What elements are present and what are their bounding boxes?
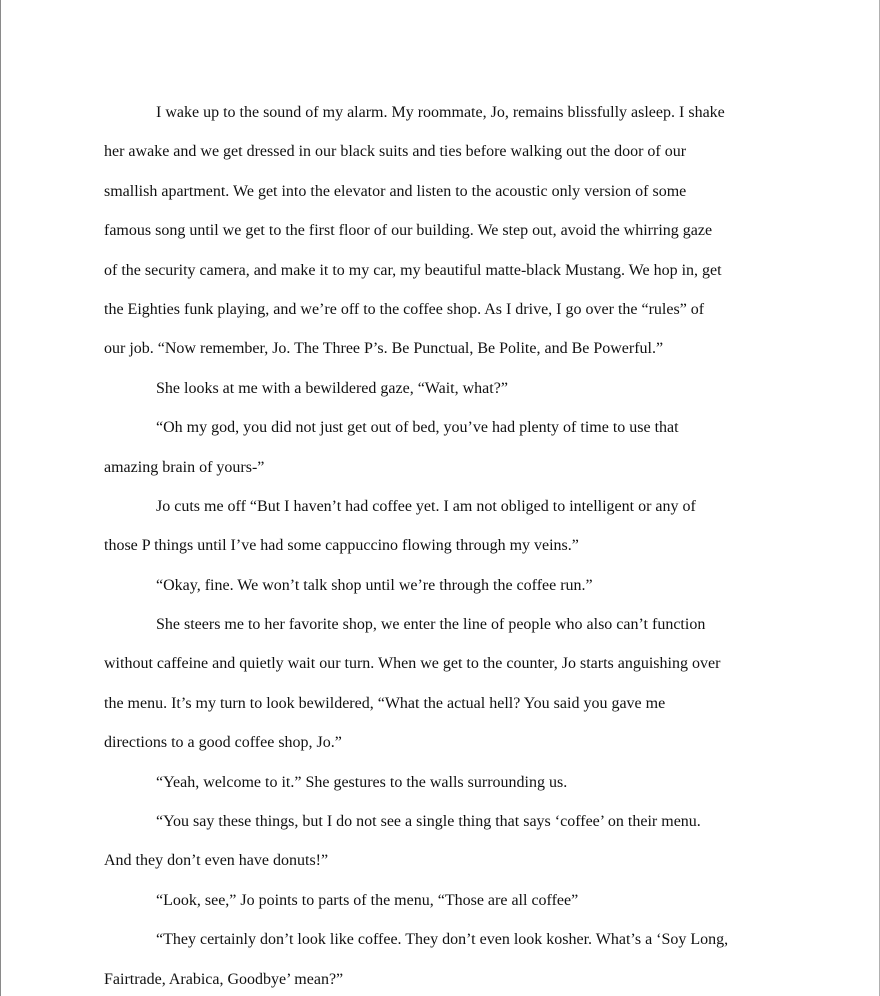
text-line: those P things until I’ve had some cappuccino flowing through my veins.” <box>104 537 579 555</box>
document-body <box>104 93 780 996</box>
paragraph-first-line: She steers me to her favorite shop, we enter the line of people who also can’t function <box>156 616 706 634</box>
paragraph-first-line: “They certainly don’t look like coffee. They don’t even look kosher. What’s a ‘Soy Long, <box>156 931 729 949</box>
paragraph-first-line: Jo cuts me off “But I haven’t had coffee yet. I am not obliged to intelligent or any of <box>156 497 696 515</box>
paragraph-first-line: I wake up to the sound of my alarm. My roommate, Jo, remains blissfully asleep. I shake <box>156 104 725 121</box>
text-line: her awake and we get dressed in our black suits and ties before walking out the door of our <box>104 143 687 161</box>
page-left-edge <box>0 0 1 996</box>
paragraph-first-line: “Oh my god, you did not just get out of bed, you’ve had plenty of time to use that <box>156 419 679 437</box>
text-line: smallish apartment. We get into the elevator and listen to the acoustic only version of some <box>104 182 687 200</box>
paragraph-first-line: She looks at me with a bewildered gaze, “Wait, what?” <box>156 379 508 397</box>
text-line: amazing brain of yours-” <box>104 458 265 476</box>
text-line: famous song until we get to the first floor of our building. We step out, avoid the whirring gaze <box>104 222 713 240</box>
text-line: without caffeine and quietly wait our turn. When we get to the counter, Jo starts anguishing over <box>104 655 721 673</box>
text-line: the menu. It’s my turn to look bewildered, “What the actual hell? You said you gave me <box>104 694 666 712</box>
text-line: our job. “Now remember, Jo. The Three P’s. Be Punctual, Be Polite, and Be Powerful.” <box>104 340 664 358</box>
paragraph-first-line: “Okay, fine. We won’t talk shop until we’re through the coffee run.” <box>156 576 593 594</box>
paragraph-first-line: “Look, see,” Jo points to parts of the menu, “Those are all coffee” <box>156 891 579 909</box>
text-line: of the security camera, and make it to my car, my beautiful matte-black Mustang. We hop in, get <box>104 261 722 279</box>
paragraph-first-line: “You say these things, but I do not see a single thing that says ‘coffee’ on their menu. <box>156 813 701 831</box>
text-line: directions to a good coffee shop, Jo.” <box>104 734 342 752</box>
text-line: the Eighties funk playing, and we’re off to the coffee shop. As I drive, I go over the “rules” of <box>104 300 705 318</box>
text-line: And they don’t even have donuts!” <box>104 852 329 870</box>
paragraph-first-line: “Yeah, welcome to it.” She gestures to the walls surrounding us. <box>156 773 568 791</box>
text-line: Fairtrade, Arabica, Goodbye’ mean?” <box>104 970 344 988</box>
